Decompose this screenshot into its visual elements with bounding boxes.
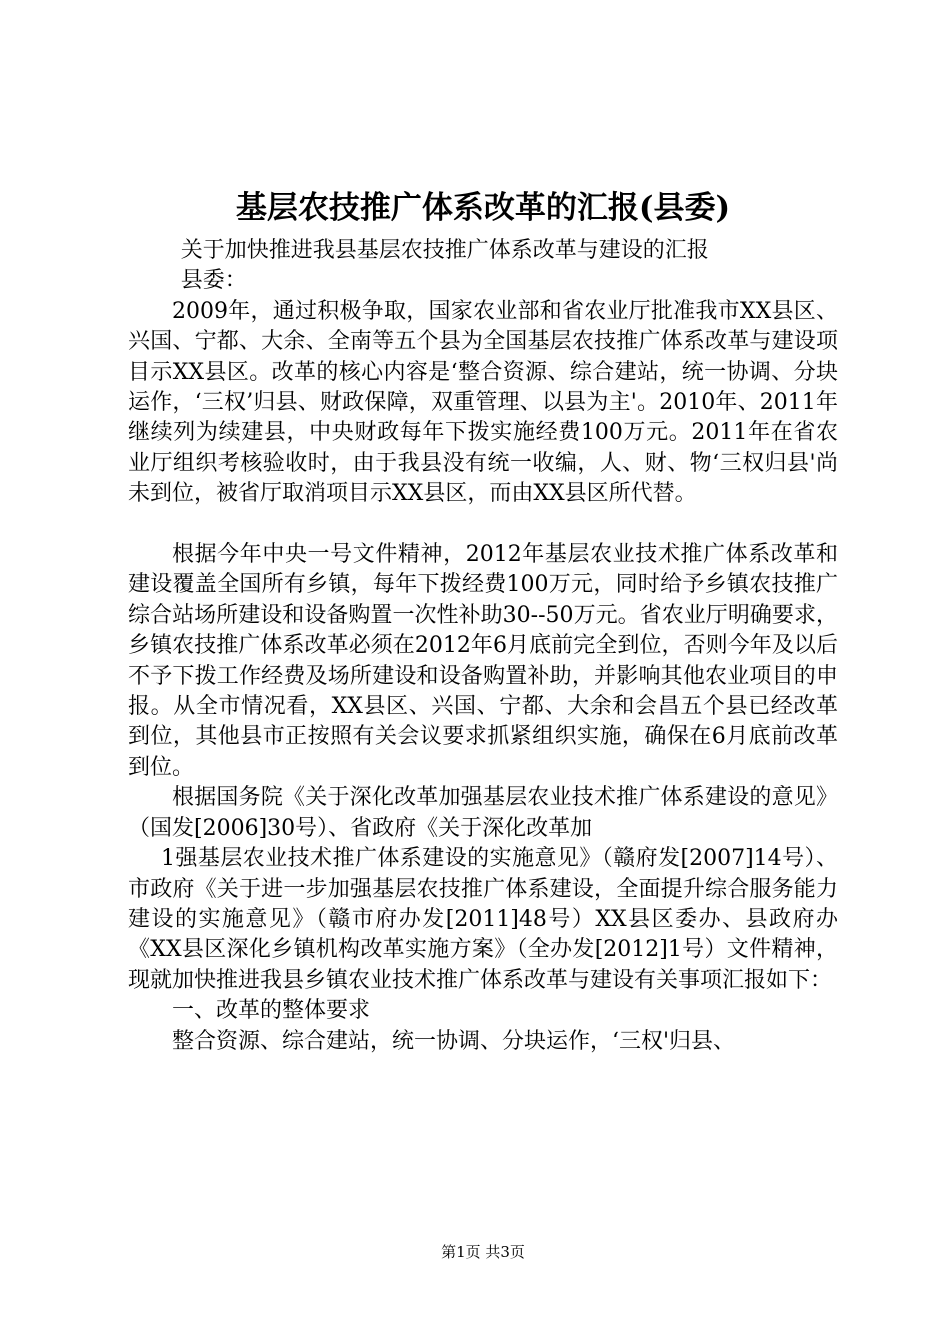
document-subtitle: 关于加快推进我县基层农技推广体系改革与建设的汇报 <box>180 238 709 263</box>
paragraph-2: 根据今年中央一号文件精神，2012年基层农业技术推广体系改革和建设覆盖全国所有乡镇，每年下拨经费100万元，同时给予乡镇农技推广综合站场所建设和设备购置一次性补助30--50万元。省农业厅明确要求，乡镇农技推广体系改革必须在2012年6月底前完全到位，否则今年及以后不予下拨工作经费及场所建设和设备购置补助，并影响其他农业项目的申报。从全市情况看，XX县区、兴国、宁都、大余和会昌五个县已经改革到位，其他县市正按照有关会议要求抓紧组织实施，确保在6月底前改革到位。 <box>128 542 838 780</box>
document-title: 基层农技推广体系改革的汇报(县委) <box>235 190 731 226</box>
paragraph-3: 根据国务院《关于深化改革加强基层农业技术推广体系建设的意见》（国发[2006]30号）、省政府《关于深化改革加 <box>128 785 838 841</box>
document-body <box>128 236 838 1057</box>
salutation: 县委： <box>180 268 247 294</box>
paragraph-5: 整合资源、综合建站，统一协调、分块运作，‘三权'归县、 <box>172 1028 736 1054</box>
paragraph-4: 1强基层农业技术推广体系建设的实施意见》（赣府发[2007]14号）、市政府《关于进一步加强基层农技推广体系建设，全面提升综合服务能力建设的实施意见》（赣市府办发[2011]48号）XX县区委办、县政府办《XX县区深化乡镇机构改革实施方案》（全办发[2012]1号）文件精神，现就加快推进我县乡镇农业技术推广体系改革与建设有关事项汇报如下： <box>128 846 838 993</box>
document-page <box>128 0 838 1344</box>
paragraph-1: 2009年，通过积极争取，国家农业部和省农业厅批准我市XX县区、兴国、宁都、大余、全南等五个县为全国基层农技推广体系改革与建设项目示XX县区。改革的核心内容是‘整合资源、综合建站，统一协调、分块运作，‘三权’归县、财政保障，双重管理、以县为主'。2010年、2011年继续列为续建县，中央财政每年下拨实施经费100万元。2011年在省农业厅组织考核验收时，由于我县没有统一收编，人、财、物‘三权归县'尚未到位，被省厅取消项目示XX县区，而由XX县区所代替。 <box>128 298 838 507</box>
section-heading-1: 一、改革的整体要求 <box>172 998 371 1024</box>
page-footer: 第1页 共3页 <box>441 1243 525 1261</box>
